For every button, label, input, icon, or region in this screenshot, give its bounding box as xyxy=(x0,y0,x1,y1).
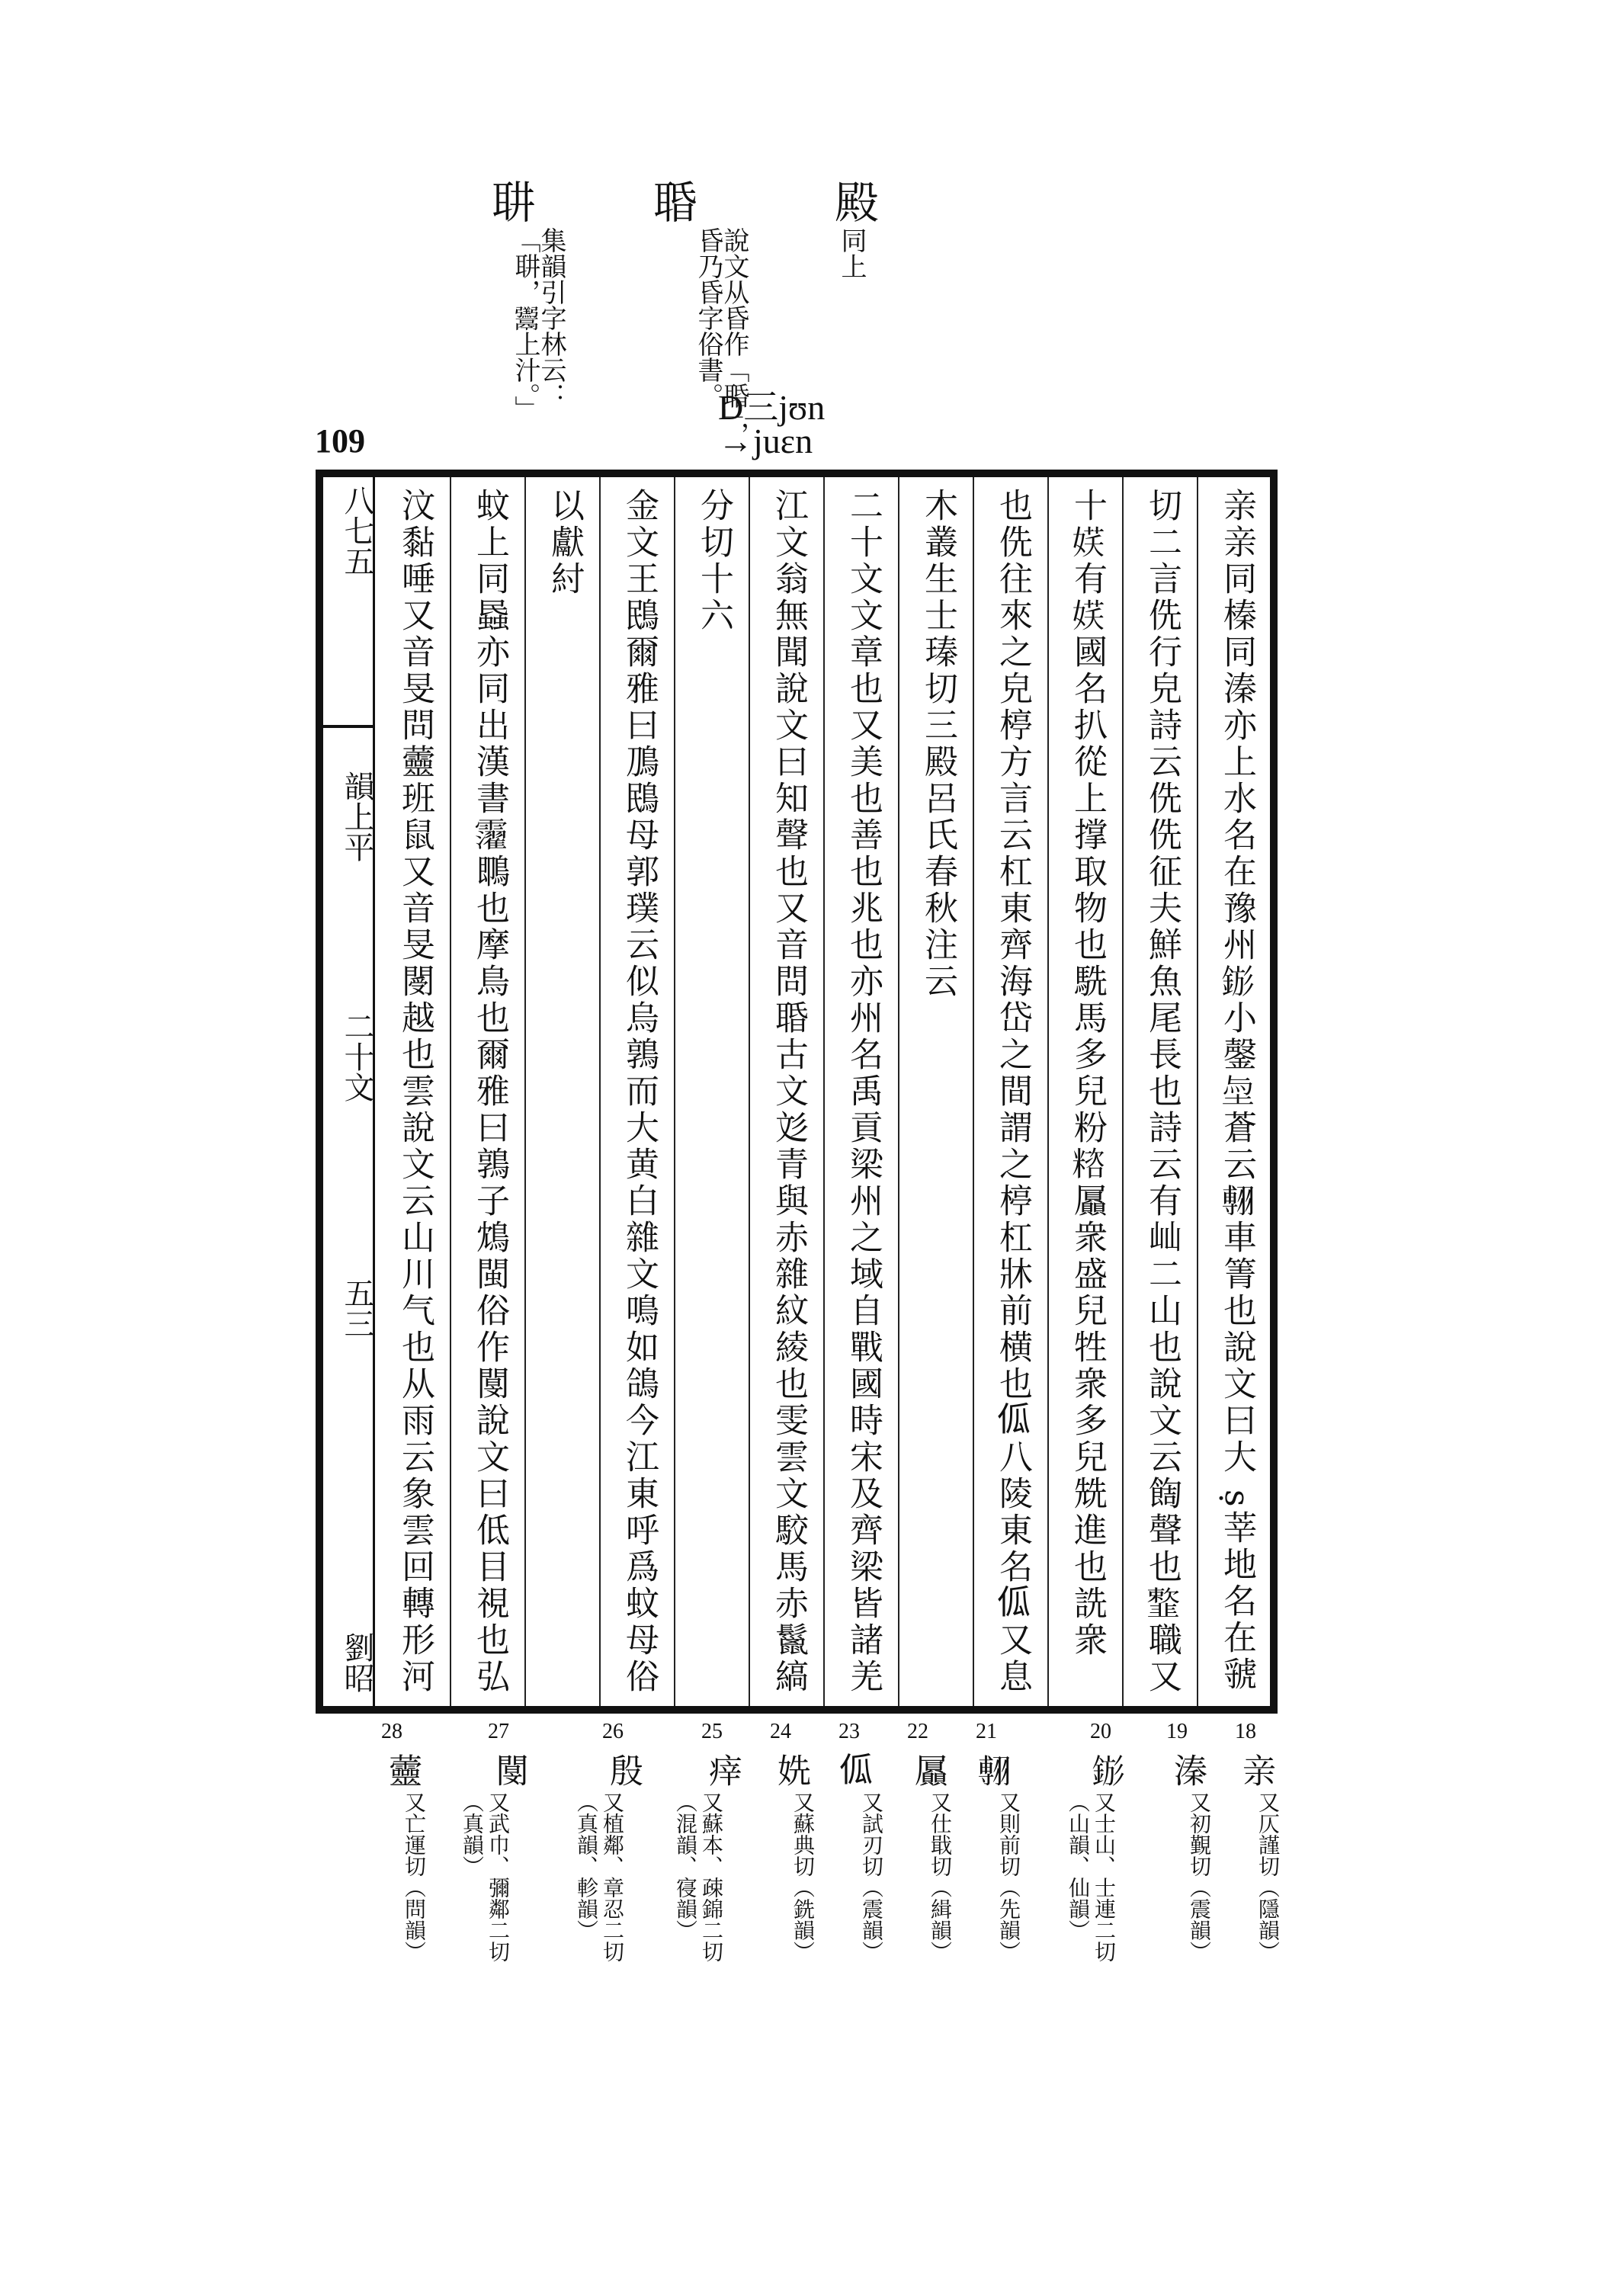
footnote-body: 又蘇本、疎錦二切（混韻、寑韻） xyxy=(673,1791,724,1962)
footnote-head: 䖅 xyxy=(383,1753,422,1787)
text-column-10: 以獻紂 xyxy=(545,488,584,598)
footnote-body: 又士山、士連二切（山韻、仙韻） xyxy=(1066,1791,1117,1962)
text-column-9: 金文王鴖爾雅曰鳭鴖母郭璞云似烏鶉而大黄白雜文鳴如鴿今江東呼爲蚊母俗 xyxy=(620,488,659,1695)
top-note-gloss-3: 集韻引字林云：「䎴，𩱧上汁。」 xyxy=(510,227,566,422)
margin-rule xyxy=(323,725,373,728)
footnote-number: 25 xyxy=(701,1720,723,1743)
romanization-a: D三jʊn xyxy=(718,388,826,427)
footnote-body: 又仄謹切（隱韻） xyxy=(1255,1791,1281,1962)
footnote-number: 20 xyxy=(1090,1720,1111,1743)
top-note-gloss-2: 說文从昏作「䎽」，昏乃昏字俗書。 xyxy=(693,227,749,447)
column-rule xyxy=(599,477,601,1706)
footnote-number: 21 xyxy=(976,1720,997,1743)
text-column-3: 十𡝩有𡝩國名扒從上撑取物也駪馬多兒粉𥻓屭衆盛兒牲衆多兒兟進也詵衆 xyxy=(1068,488,1107,1659)
column-rule xyxy=(823,477,825,1706)
footnote-head: 溱 xyxy=(1168,1753,1207,1787)
footnote-head: 𠇗 xyxy=(835,1753,874,1787)
text-column-12: 汶黏唾又音旻問䖅班鼠又音旻閿越也雲說文云山川气也从雨云象雲回轉形河 xyxy=(396,488,434,1695)
text-column-1: 亲亲同榛同溱亦上水名在豫州𨧗小鏧𡋬蒼云𦑵車箐也說文曰大 ṣ莘地名在虢 xyxy=(1217,488,1256,1693)
text-column-11: 蚊上同蟁亦同出漢書𩆸䳭也摩鳥也爾雅曰鶉子鴆閩俗作閺說文曰低目視也弘 xyxy=(470,488,509,1695)
footnote-body: 又蘇典切（銑韻） xyxy=(790,1791,816,1962)
footnote-head: 殷 xyxy=(604,1753,643,1787)
footnote-body: 又植鄰、章忍二切（真韻、軫韻） xyxy=(574,1791,625,1962)
footnote-body: 又初覲切（震韻） xyxy=(1187,1791,1212,1962)
footnote-number: 26 xyxy=(602,1720,624,1743)
footnote-body: 又仕戢切（緝韻） xyxy=(928,1791,953,1962)
margin-section-label: 二十文 xyxy=(339,1011,374,1102)
text-column-2: 切二言侁行皃詩云侁侁征夫鮮魚尾長也詩云有屾二山也說文云䭇聲也𩐋職又 xyxy=(1143,488,1182,1695)
romanization-b: →juɛn xyxy=(718,422,813,460)
footnote-head: 屭 xyxy=(909,1753,947,1787)
footnote-number: 22 xyxy=(907,1720,928,1743)
text-column-5: 木叢生士瑧切三殿呂氏春秋注云 xyxy=(919,488,957,1000)
column-rule xyxy=(674,477,675,1706)
margin-rhyme-label: 韻上平 xyxy=(339,771,374,862)
top-note-head-3: 䎴 xyxy=(484,179,536,223)
footnote-number: 23 xyxy=(838,1720,860,1743)
text-column-6: 二十文文章也又美也善也兆也亦州名禹貢梁州之域自戰國時宋及齊梁皆諸羌 xyxy=(844,488,883,1695)
margin-leaf-label: 五三 xyxy=(339,1278,374,1339)
top-note-gloss-1: 同上 xyxy=(836,227,867,279)
footnote-body: 又則前切（先韻） xyxy=(996,1791,1021,1962)
footnote-number: 24 xyxy=(770,1720,791,1743)
column-rule xyxy=(749,477,750,1706)
column-rule xyxy=(1122,477,1124,1706)
top-note-head-2: 䎽 xyxy=(646,179,697,223)
footnote-head: 𨧗 xyxy=(1088,1753,1127,1787)
column-rule xyxy=(450,477,451,1706)
margin-bottom-label: 劉昭 xyxy=(339,1632,374,1693)
footnote-number: 28 xyxy=(381,1720,402,1743)
footnote-head: 姺 xyxy=(771,1753,810,1787)
text-column-8: 分切十六 xyxy=(694,488,733,634)
column-rule xyxy=(1197,477,1198,1706)
footnote-head: 𦑵 xyxy=(973,1753,1012,1787)
column-rule xyxy=(973,477,974,1706)
top-note-head-1: 殿 xyxy=(827,179,879,223)
column-rule xyxy=(898,477,899,1706)
footnote-number: 27 xyxy=(488,1720,509,1743)
text-column-4: 也侁往來之皃楟方言云杠東齊海岱之間謂之楟杠牀前横也𠇗八陵東名𠇗又息 xyxy=(993,488,1032,1695)
text-column-7: 江文翁無聞說文曰知聲也又音問䎽古文彣青與赤雜紋綾也雯雲文駮馬赤鬣縞 xyxy=(769,488,808,1695)
footnote-body: 又亡運切（問韻） xyxy=(402,1791,427,1962)
footnote-body: 又武巾、彌鄰二切（真韻） xyxy=(460,1791,511,1962)
footnote-head: 亲 xyxy=(1236,1753,1275,1787)
column-rule xyxy=(1047,477,1049,1706)
page-number: 109 xyxy=(315,422,365,460)
column-rule xyxy=(524,477,526,1706)
margin-strip xyxy=(323,477,375,1706)
footnote-number: 18 xyxy=(1235,1720,1256,1743)
footnote-number: 19 xyxy=(1166,1720,1188,1743)
footnote-body: 又試刃切（震韻） xyxy=(859,1791,884,1962)
footnote-head: 㾕 xyxy=(703,1753,742,1787)
margin-top-label: 八七五 xyxy=(339,485,374,576)
footnote-head: 閺 xyxy=(489,1753,528,1787)
